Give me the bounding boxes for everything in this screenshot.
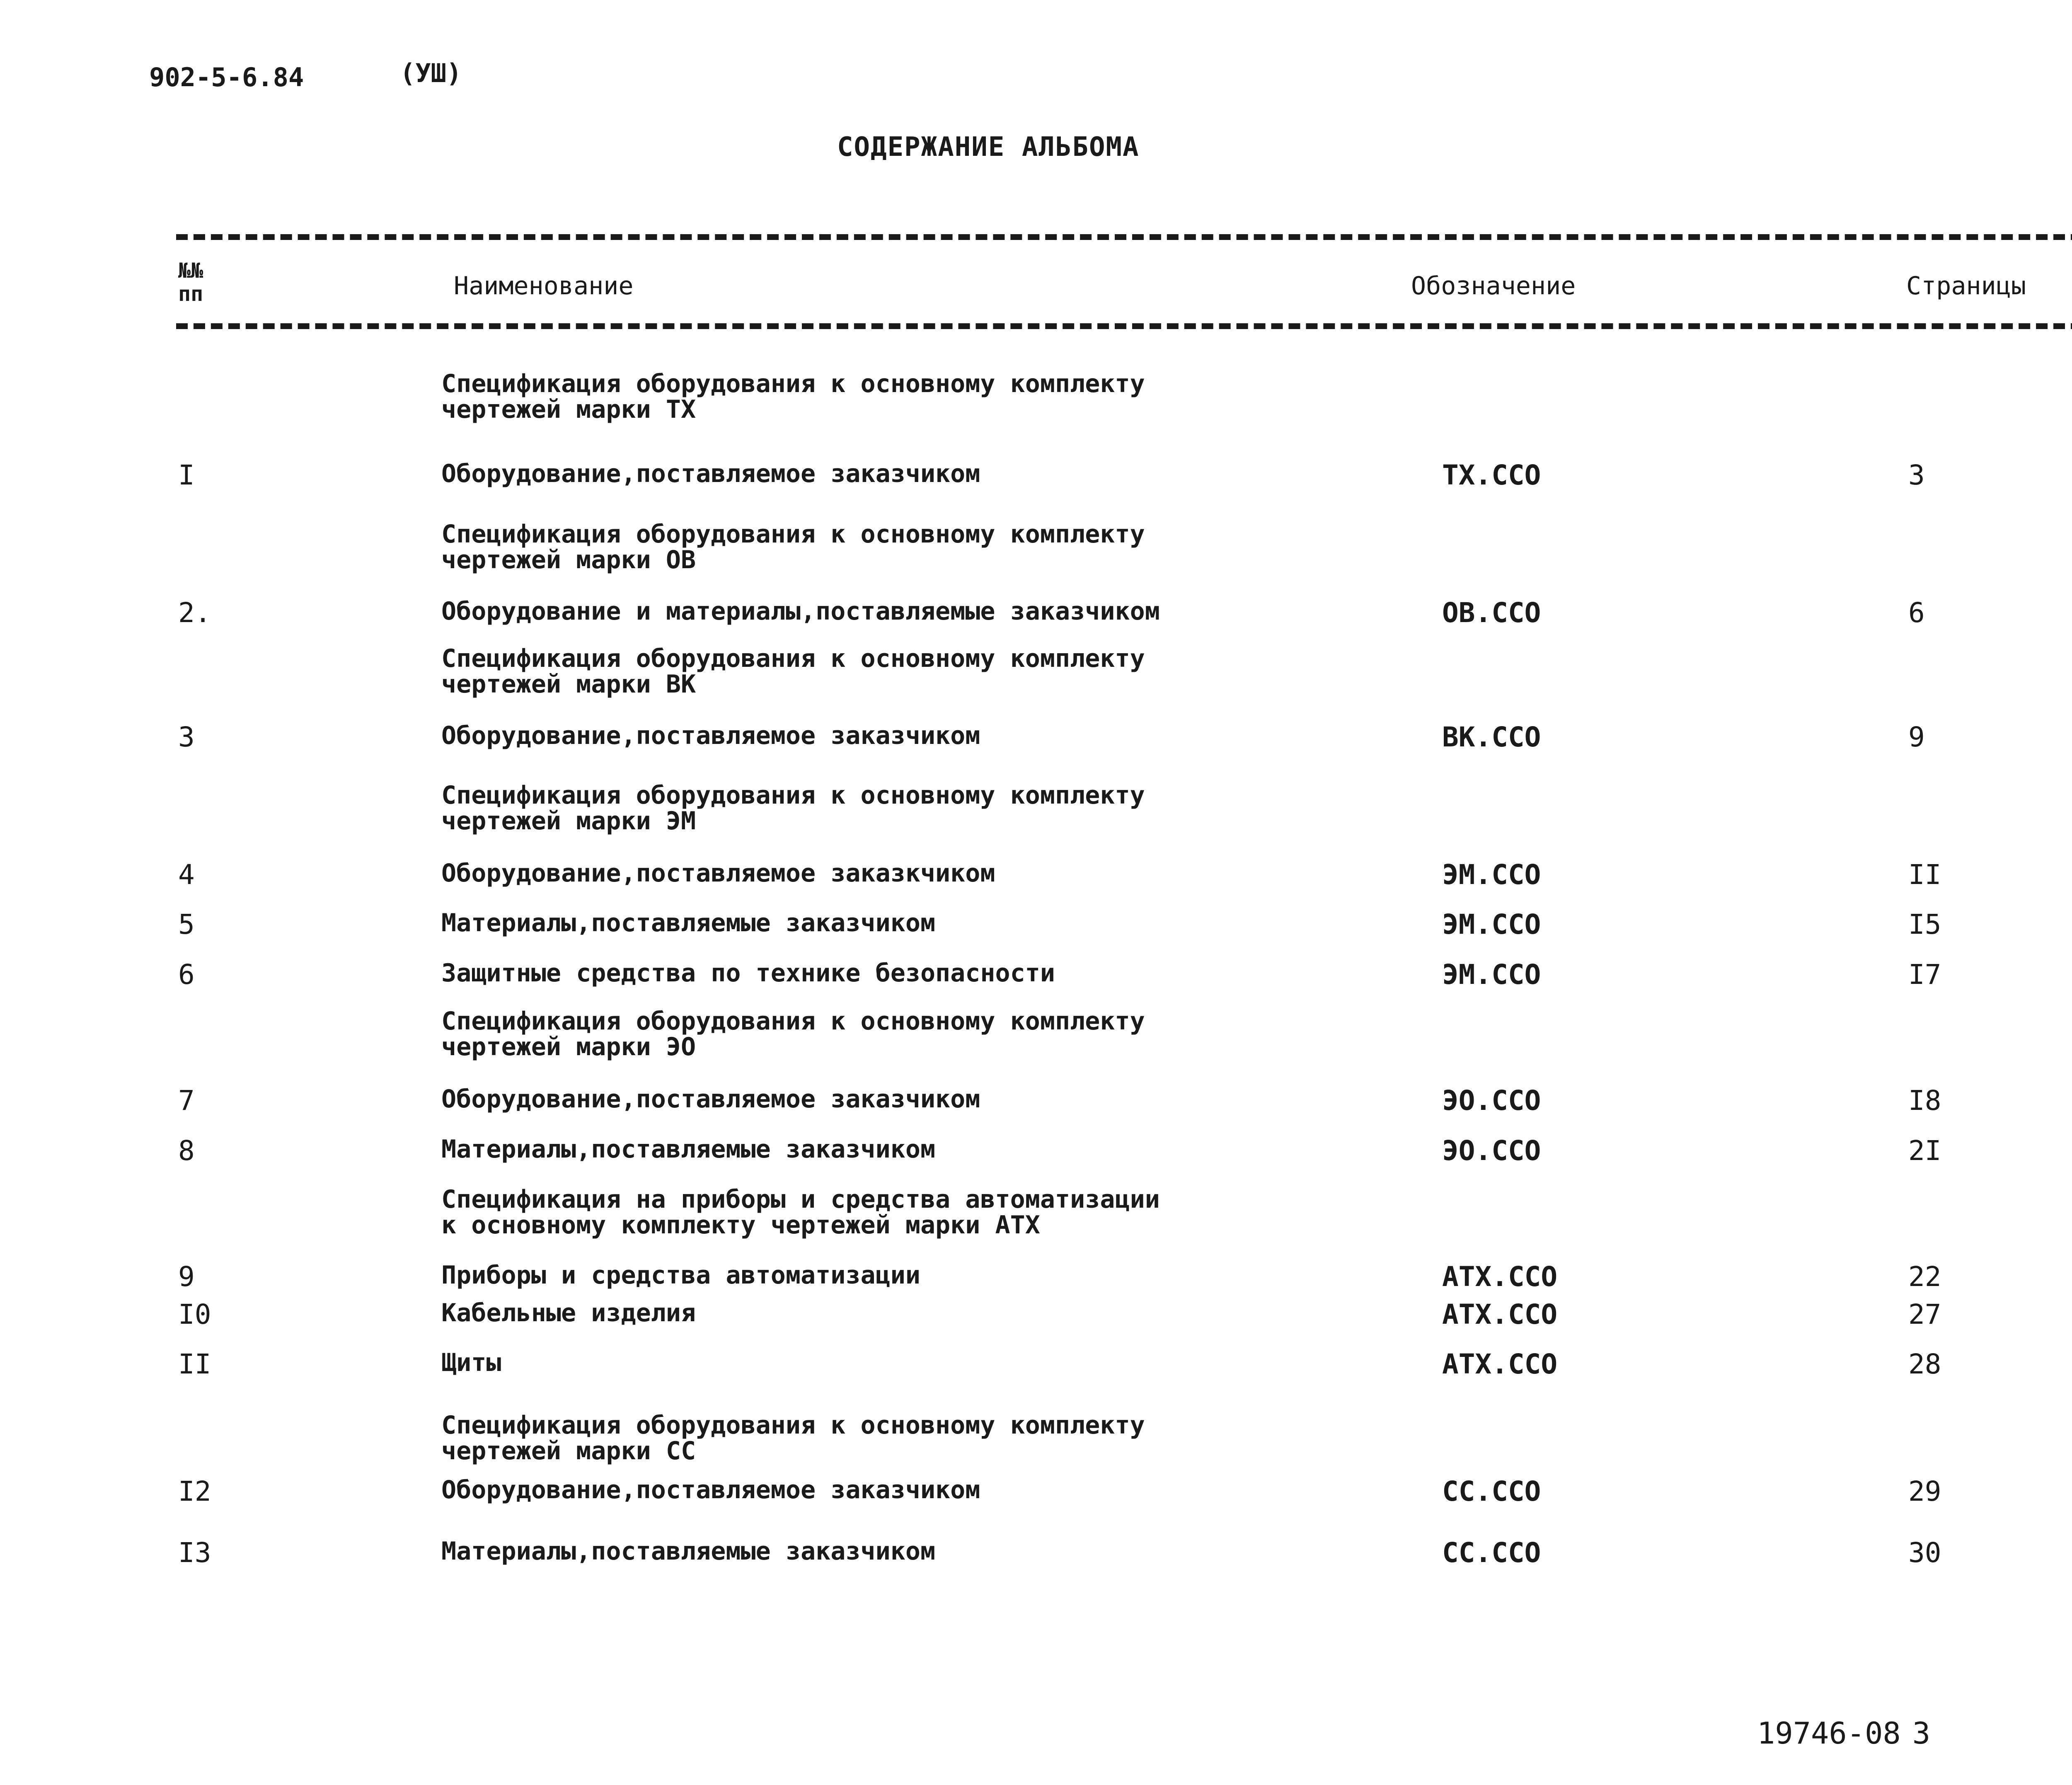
section-heading-line: Спецификация оборудования к основному комплекту <box>441 520 1145 549</box>
volume-number: (УШ) <box>400 58 462 88</box>
section-heading-line: чертежей марки ЭМ <box>441 807 696 836</box>
row-designation: СС.ССО <box>1442 1475 1541 1507</box>
table-row <box>0 1475 2072 1509</box>
section-heading-line: Спецификация оборудования к основному комплекту <box>441 781 1145 810</box>
section-heading-line: Спецификация оборудования к основному комплекту <box>441 1411 1145 1440</box>
column-header-designation: Обозначение <box>1411 271 1576 300</box>
section-heading-line: чертежей марки ОВ <box>441 545 696 574</box>
row-designation: ЭМ.ССО <box>1442 908 1541 940</box>
table-row <box>0 908 2072 942</box>
row-page: 30 <box>1908 1537 1941 1569</box>
section-heading-line: чертежей марки ЭО <box>441 1032 696 1061</box>
row-number: 6 <box>178 959 195 991</box>
row-designation: АТХ.ССО <box>1442 1298 1558 1330</box>
footer-sheet-number: 3 <box>1912 1716 1931 1751</box>
row-number: 4 <box>178 859 195 891</box>
row-number: I <box>178 459 195 491</box>
row-designation: ЭМ.ССО <box>1442 859 1541 891</box>
row-page: I5 <box>1908 908 1941 940</box>
section-heading-line: Спецификация оборудования к основному комплекту <box>441 644 1145 673</box>
row-name: Оборудование и материалы,поставляемые заказчиком <box>441 597 1160 626</box>
section-heading <box>441 1187 1160 1238</box>
section-heading-line: Спецификация оборудования к основному комплекту <box>441 1007 1145 1036</box>
row-name: Оборудование,поставляемое заказкчиком <box>441 859 995 888</box>
row-number: 2. <box>178 597 211 629</box>
row-page: 22 <box>1908 1261 1941 1293</box>
table-row <box>0 721 2072 754</box>
column-header-number-line1: №№ <box>178 259 203 283</box>
section-heading <box>441 371 1145 422</box>
row-name: Материалы,поставляемые заказчиком <box>441 908 936 937</box>
row-page: 6 <box>1908 597 1925 629</box>
section-heading <box>441 782 1145 834</box>
row-designation: АТХ.ССО <box>1442 1348 1558 1380</box>
column-header-pages: Страницы <box>1906 271 2026 300</box>
column-header-name: Наименование <box>454 271 634 300</box>
row-page: 28 <box>1908 1348 1941 1380</box>
row-name: Приборы и средства автоматизации <box>441 1261 920 1290</box>
row-name: Защитные средства по технике безопасности <box>441 959 1055 988</box>
footer-stamp <box>1757 1716 1942 1751</box>
row-number: I3 <box>178 1537 211 1569</box>
table-row <box>0 1298 2072 1332</box>
section-heading-line: к основному комплекту чертежей марки АТХ <box>441 1211 1040 1240</box>
table-header-divider <box>176 323 2072 329</box>
column-header-number-line2: пп <box>178 282 203 306</box>
row-number: II <box>178 1348 211 1380</box>
row-designation: ЭО.ССО <box>1442 1135 1541 1167</box>
row-designation: АТХ.ССО <box>1442 1261 1558 1293</box>
row-designation: ЭМ.ССО <box>1442 959 1541 991</box>
section-heading-line: Спецификация на приборы и средства автоматизации <box>441 1185 1160 1214</box>
row-name: Оборудование,поставляемое заказчиком <box>441 721 980 750</box>
row-name: Оборудование,поставляемое заказчиком <box>441 1475 980 1504</box>
column-header-number <box>178 259 203 305</box>
row-number: I0 <box>178 1298 211 1330</box>
row-page: 9 <box>1908 721 1925 753</box>
row-page: 2I <box>1908 1135 1941 1167</box>
row-name: Оборудование,поставляемое заказчиком <box>441 459 980 488</box>
section-heading <box>441 521 1145 573</box>
section-heading <box>441 1412 1145 1464</box>
row-number: 7 <box>178 1085 195 1117</box>
row-number: 9 <box>178 1261 195 1293</box>
row-designation: ОВ.ССО <box>1442 597 1541 629</box>
section-heading <box>441 646 1145 697</box>
row-name: Кабельные изделия <box>441 1298 696 1327</box>
table-row <box>0 459 2072 492</box>
row-number: 5 <box>178 908 195 940</box>
section-heading-line: чертежей марки ТХ <box>441 395 696 424</box>
row-name: Оборудование,поставляемое заказчиком <box>441 1085 980 1114</box>
table-row <box>0 1261 2072 1294</box>
section-heading-line: чертежей марки ВК <box>441 670 696 699</box>
row-number: I2 <box>178 1475 211 1507</box>
row-designation: ТХ.ССО <box>1442 459 1541 491</box>
row-designation: ВК.ССО <box>1442 721 1541 753</box>
row-name: Материалы,поставляемые заказчиком <box>441 1537 936 1566</box>
table-row <box>0 597 2072 630</box>
table-row <box>0 1135 2072 1168</box>
project-code: 902-5-6.84 <box>149 62 304 92</box>
table-row <box>0 1348 2072 1381</box>
row-page: I8 <box>1908 1085 1941 1117</box>
row-designation: ЭО.ССО <box>1442 1085 1541 1117</box>
table-row <box>0 1085 2072 1118</box>
row-page: 3 <box>1908 459 1925 491</box>
section-heading-line: чертежей марки СС <box>441 1436 696 1465</box>
table-row <box>0 1537 2072 1570</box>
row-designation: СС.ССО <box>1442 1537 1541 1569</box>
row-page: 27 <box>1908 1298 1941 1330</box>
table-top-divider <box>176 234 2072 240</box>
row-page: I7 <box>1908 959 1941 991</box>
row-page: 29 <box>1908 1475 1941 1507</box>
row-name: Материалы,поставляемые заказчиком <box>441 1135 936 1164</box>
table-row <box>0 959 2072 992</box>
row-number: 8 <box>178 1135 195 1167</box>
table-row <box>0 859 2072 892</box>
footer-doc-number: 19746-08 <box>1757 1716 1901 1751</box>
row-page: II <box>1908 859 1941 891</box>
row-number: 3 <box>178 721 195 753</box>
section-heading <box>441 1008 1145 1060</box>
section-heading-line: Спецификация оборудования к основному комплекту <box>441 369 1145 398</box>
row-name: Щиты <box>441 1348 501 1377</box>
page-title: СОДЕРЖАНИЕ АЛЬБОМА <box>837 132 1140 162</box>
